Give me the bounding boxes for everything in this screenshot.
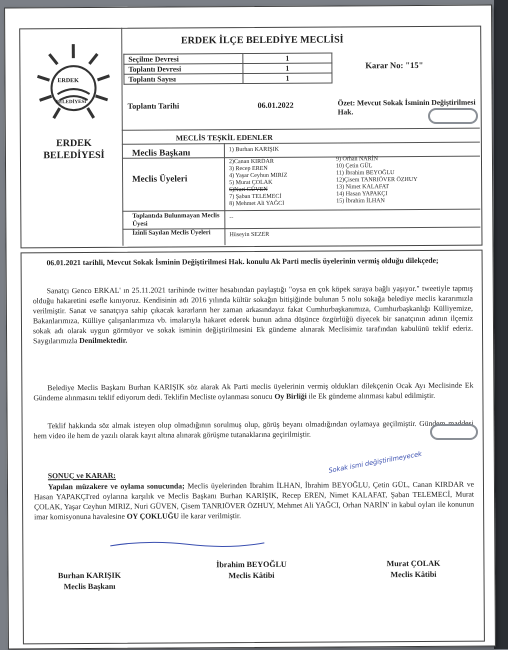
meeting-date-label: Toplantı Tarihi: [128, 101, 180, 110]
result-bold: Yapılan müzakere ve oylama sonucunda;: [48, 481, 185, 491]
absent-members-label: Toplantıda Bulunmayan Meclis Üyesi: [132, 212, 224, 229]
members-list-right: [336, 156, 418, 205]
result-title: SONUÇ ve KARAR:: [34, 469, 474, 482]
signatory-role: Meclis Başkanı: [35, 581, 145, 593]
logo-subtext: BELEDİYESİ: [56, 100, 87, 105]
meeting-date: 06.01.2022: [258, 101, 294, 110]
info-label: Seçilme Devresi: [124, 54, 243, 65]
pen-underline-icon: [108, 537, 268, 550]
signature-block: [358, 558, 468, 581]
excused-members-label: İzinli Sayılan Meclis Üyeleri: [132, 229, 224, 238]
paragraph-1: [33, 284, 473, 347]
council-members-label: Meclis Üyeleri: [132, 173, 187, 183]
document-sheet: [4, 5, 496, 650]
paragraph-1-end: Denilmektedir.: [79, 336, 127, 345]
list-item: 9) Orhan NARİN: [336, 156, 417, 163]
signature-block: [196, 559, 306, 582]
paragraph-2-end: ile Ek gündeme alınması kabul edilmiştir.: [309, 391, 436, 401]
list-item: 3) Recep EREN: [229, 166, 287, 173]
info-value: 1: [243, 73, 332, 84]
summary: Özet: Mevcut Sokak İsminin Değiştirilmesi Hak.: [338, 98, 478, 117]
list-item: 8) Mehmet Ali YAĞCI: [229, 201, 287, 208]
result-end: ile karar verilmiştir.: [181, 511, 241, 520]
info-value: 1: [243, 63, 332, 74]
result-paragraph: [34, 480, 474, 523]
info-label: Toplantı Sayısı: [124, 74, 243, 85]
org-name: ERDEK BELEDİYESİ: [28, 138, 120, 163]
page-title: ERDEK İLÇE BELEDİYE MECLİSİ: [123, 34, 401, 47]
list-item: 11) İbrahim BEYOĞLU: [336, 170, 417, 177]
members-list-left: [229, 159, 288, 208]
list-item: 5) Murat ÇOLAK: [229, 180, 287, 187]
signatory-name: İbrahim BEYOĞLU: [196, 559, 306, 571]
background-edge: [494, 0, 508, 649]
signatory-role: Meclis Kâtibi: [358, 569, 468, 581]
paragraph-1-text: Sanatçı Genco ERKAL' ın 25.11.2021 tarihinde twitter hesabından paylaştığı "oysa en çok köpek saraya bağlı yaşıyor." tweetiyle tapmış olduğu hakaretini esefle kınıyoruz. Kendisinin adı 2016 yılında kültür sokağın bitişiğinde bulunan 5 nolu sokağa belediye meclis kararımızla verilmiştir. Sanat ve sanatçıya sahip çıkacak kararların her zaman arkasındayız fakat Cumhurbaşkanımıza, Cumhurbaşkanlığı Külliyemize, Bakanlarımıza, Külliye çalışanlarımıza vb. imalarıyla hakaret ederek bunun adına düşünce özgürlüğü diyecek bir sanatçının adının ilçemiz sokak adı olarak uygun görmüyor ve sokak isminin değiştirilmesini Ek gündeme alınarak Meclisimiz tarafından kabulünü teklif ederiz. Saygılarımızla: [33, 284, 473, 346]
handwritten-note: Sokak ismi değiştirilmeyecek: [328, 450, 423, 475]
list-item: 4) Yaşar Ceyhun MIRIZ: [229, 173, 287, 180]
signatory-role: Meclis Kâtibi: [196, 570, 306, 582]
paragraph-3-text: Teklif hakkında söz almak isteyen olup olmadığının sorulmuş olup, görüş beyanı olmadığından oylamaya geçilmiştir. Gündem maddesi hem video ile hem de yazılı olarak kayıt altına alınarak görüşme tutanaklarına geçirilmiştir.: [34, 419, 474, 441]
list-item: 15) İbrahim İLHAN: [336, 198, 417, 205]
result-bold-2: OY ÇOKLUĞU: [127, 511, 179, 520]
decision-number: Karar No: "15": [365, 60, 423, 70]
session-info-table: [123, 52, 332, 84]
absent-members: --: [229, 215, 233, 221]
council-president-label: Meclis Başkanı: [132, 147, 190, 157]
council-president: 1) Burhan KARIŞIK: [229, 147, 279, 153]
list-item: 6)Nuri GÜVEN: [229, 187, 287, 194]
intro-paragraph: 06.01.2021 tarihli, Mevcut Sokak İsminin Değiştirilmesi Hak. konulu Ak Parti meclis üyelerinin vermiş olduğu dilekçede;: [33, 256, 473, 269]
excused-members: Hüseyin SEZER: [229, 232, 269, 238]
paper-clip-icon: [428, 108, 478, 124]
result-text: Meclis üyelerinden İbrahim İLHAN, İbrahim BEYOĞLU, Çetin GÜL, Canan KIRDAR ve Hasan YAPAKÇI'red oylarına karşılık ve Meclis Başkanı Burhan KARIŞIK, Recep EREN, Nimet KALAFAT, Şaban TELEMECİ, Murat ÇOLAK, Yaşar Ceyhun MIRIZ, Nuri GÜVEN, Çisem TANRIÖVER ÖZHUY, Mehmet Ali YAĞCI, Orhan NARİN' in kabul oyları ile konunun imar komisyonuna havalesine: [34, 480, 474, 522]
paragraph-2: [33, 381, 473, 404]
signatory-name: Burhan KARIŞIK: [34, 570, 144, 582]
signature-block: [34, 570, 144, 593]
list-item: 10) Çetin GÜL: [336, 163, 417, 170]
logo-text: ERDEK: [57, 78, 78, 84]
info-label: Toplantı Devresi: [124, 64, 243, 75]
sun-logo-icon: [27, 36, 120, 137]
info-value: 1: [243, 53, 332, 64]
paragraph-3: [34, 419, 474, 442]
list-item: 2)Canan KIRDAR: [229, 159, 287, 166]
list-item: 7) Şaban TELEMECİ: [229, 194, 287, 201]
signatory-name: Murat ÇOLAK: [358, 558, 468, 570]
list-item: 14) Hasan YAPAKÇI: [336, 191, 417, 198]
members-title: MECLİS TEŞKİL EDENLER: [176, 133, 273, 143]
table-row: [124, 73, 332, 84]
paper-clip-icon: [430, 424, 478, 440]
list-item: 13) Nimet KALAFAT: [336, 184, 417, 191]
paragraph-2-text: Belediye Meclis Başkanı Burhan KARIŞIK söz alarak Ak Parti meclis üyelerinin vermiş oldukları dilekçenin Ocak Ayı Meclisinde Ek Gündeme alınmasını teklif ediyorum dedi. Teklifin Mecliste oylanması sonucu: [33, 381, 473, 403]
paragraph-2-bold: Oy Birliği: [274, 392, 306, 401]
list-item: 12)Çisem TANRIÖVER ÖZHUY: [336, 177, 417, 184]
